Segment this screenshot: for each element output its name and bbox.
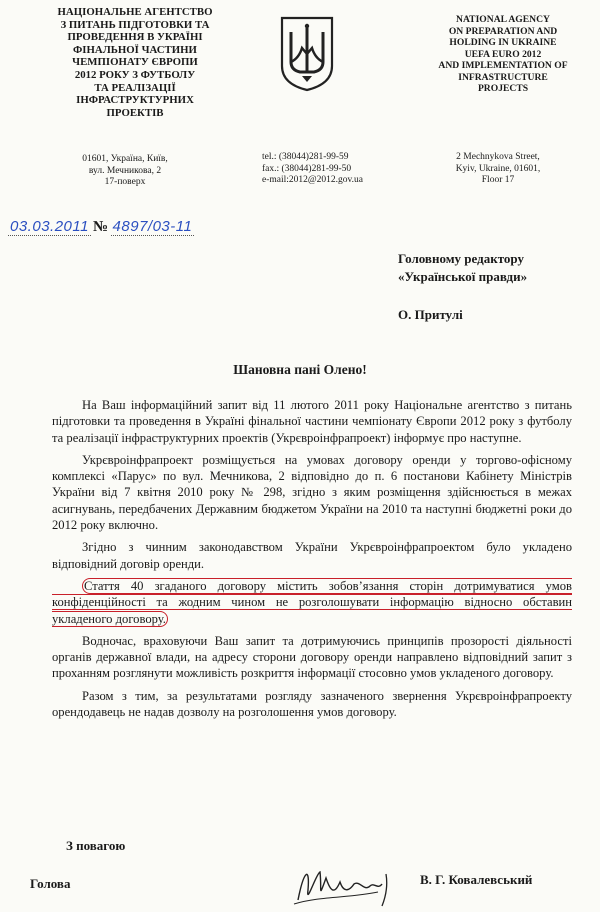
header-line: ТА РЕАЛІЗАЦІЇ xyxy=(94,81,176,94)
header-line: ЧЕМПІОНАТУ ЄВРОПИ xyxy=(72,56,198,69)
signer-position: Голова xyxy=(30,876,71,891)
header-line: ФІНАЛЬНОЇ ЧАСТИНИ xyxy=(73,43,197,56)
address-line: 2 Mechnykova Street, xyxy=(456,152,540,162)
paragraph: Разом з тим, за результатами розгляду зазначеного звернення Укрєвроінфрапроекту орендодавець не надав дозволу на розголошення умов договору. xyxy=(52,688,572,720)
address-line: Kyiv, Ukraine, 01601, xyxy=(455,163,541,174)
ukraine-trident-emblem-icon xyxy=(278,14,336,92)
header-line: НАЦІОНАЛЬНЕ АГЕНТСТВО xyxy=(57,6,213,18)
paragraph: Укрєвроінфрапроект розміщується на умовах договору оренди у торгово-офісному комплексі «Парус» по вул. Мечникова, 2 відповідно до п. 6 постанови Кабінету Міністрів України від 7 квітня 2010 року № 298, згідно з яким розміщення здійснюється в межах асигнувань, передбачених Державним бюджетом України на 2010 та наступні бюджетні роки до 2012 року включно. xyxy=(52,452,572,533)
address-ua xyxy=(70,154,180,189)
recipient-title: Головному редактору xyxy=(398,251,524,266)
address-en xyxy=(428,152,568,187)
phone-line: tel.: (38044)281-99-59 xyxy=(262,152,349,162)
header-line: AND IMPLEMENTATION OF xyxy=(438,60,568,71)
recipient-name: О. Притулі xyxy=(398,307,463,322)
header-line: ІНФРАСТРУКТУРНИХ xyxy=(76,94,194,107)
paragraph-highlighted xyxy=(52,578,572,627)
contacts xyxy=(262,152,382,187)
agency-name-en xyxy=(418,14,588,95)
closing-regards: З повагою xyxy=(66,838,126,853)
number-sign: № xyxy=(92,219,109,235)
header-line: 2012 РОКУ З ФУТБОЛУ xyxy=(74,68,196,81)
header-line: PROJECTS xyxy=(477,83,529,94)
header-line: UEFA EURO 2012 xyxy=(464,48,542,60)
header-line: NATIONAL AGENCY xyxy=(456,14,550,25)
fax-line: fax.: (38044)281-99-50 xyxy=(262,163,352,174)
agency-name-ua xyxy=(30,6,240,119)
address-line: вул. Мечникова, 2 xyxy=(88,165,162,176)
header-line: ПРОВЕДЕННЯ В УКРАЇНІ xyxy=(67,31,203,44)
email-line: e-mail:2012@2012.gov.ua xyxy=(262,175,364,185)
header-line: З ПИТАНЬ ПІДГОТОВКИ ТА xyxy=(60,18,210,31)
handwritten-signature xyxy=(290,860,400,910)
header-line: ПРОЕКТІВ xyxy=(106,106,164,119)
address-line: 17-поверх xyxy=(104,177,146,187)
address-line: 01601, Україна, Київ, xyxy=(82,154,168,164)
header-line: INFRASTRUCTURE xyxy=(458,71,548,83)
paragraph: На Ваш інформаційний запит від 11 лютого 2011 року Національне агентство з питань підготовки та проведення в Україні фінальної частини чемпіонату Європи 2012 року з футболу та реалізації інфраструктурних проектів (Укрєвроінфрапроект) інформує про наступне. xyxy=(52,398,572,445)
signer-name: В. Г. Ковалевський xyxy=(420,872,533,887)
address-line: Floor 17 xyxy=(481,175,515,185)
paragraph: Водночас, враховуючи Ваш запит та дотримуючись принципів прозорості діяльності органів державної влади, на адресу сторони договору оренди направлено відповідний запит з проханням розглянути можливість розкриття інформації стосовно умов укладеного договору. xyxy=(52,633,572,681)
header-line: HOLDING IN UKRAINE xyxy=(449,37,557,48)
reference-number: 4897/03-11 xyxy=(112,218,193,235)
highlighted-clause: Стаття 40 згаданого договору містить зобов’язання сторін дотримуватися умов конфіденційності та жодним чином не розголошувати інформацію відносно обставин укладеного договору. xyxy=(52,578,572,626)
reference-line xyxy=(8,218,194,236)
paragraph: Згідно з чинним законодавством України Укрєвроінфрапроектом було укладено відповідний договір оренди. xyxy=(52,540,572,571)
letter-body xyxy=(52,397,572,726)
header-line: ON PREPARATION AND xyxy=(448,25,558,37)
reference-date: 03.03.2011 xyxy=(10,218,89,235)
recipient-outlet: «Української правди» xyxy=(398,269,528,284)
salutation: Шановна пані Олено! xyxy=(233,362,367,377)
